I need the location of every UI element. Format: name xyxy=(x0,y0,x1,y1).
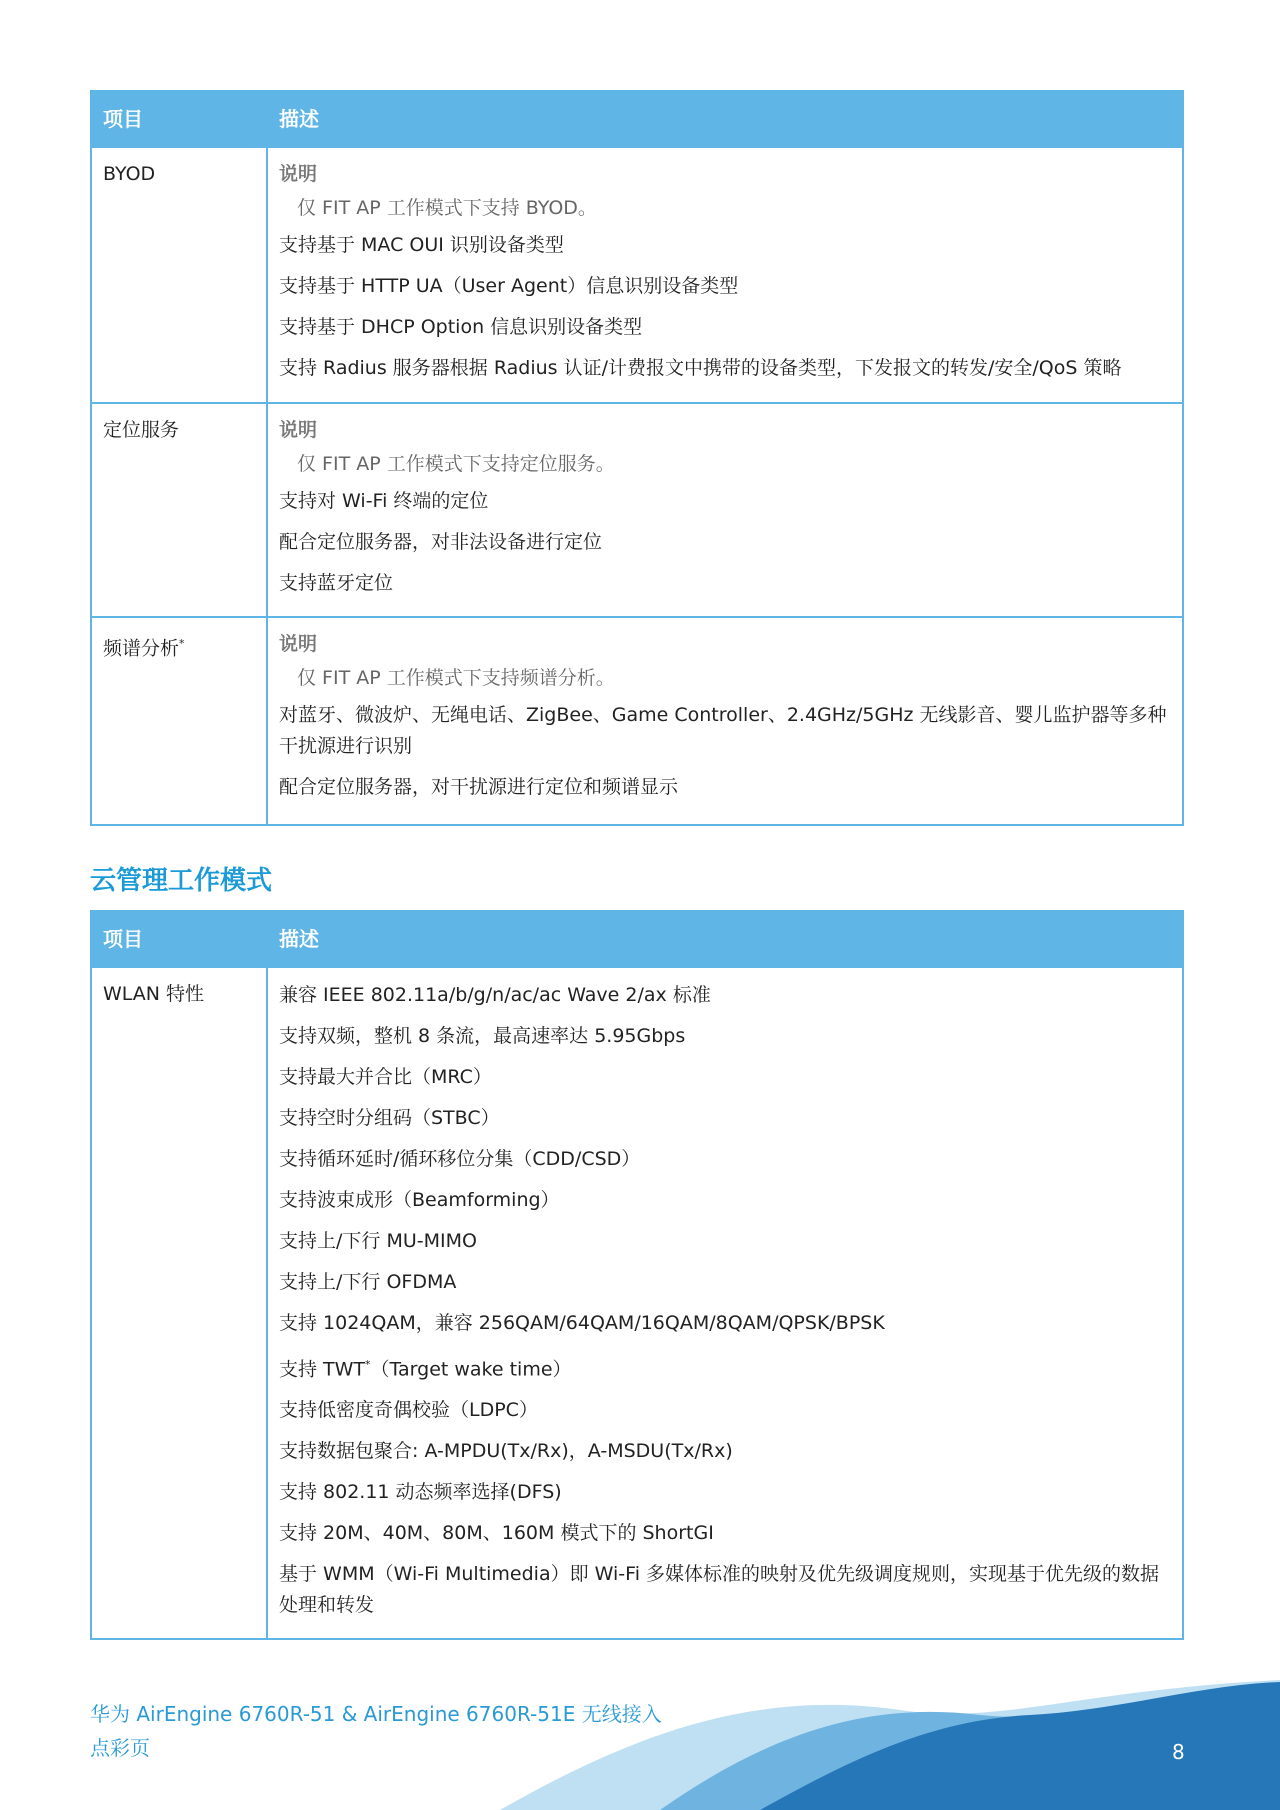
page-number: 8 xyxy=(1172,1740,1185,1764)
list-item: 支持 TWT*（Target wake time） xyxy=(279,1358,572,1381)
footer-product-name: 华为 AirEngine 6760R-51 & AirEngine 6760R-51E 无线接入 点彩页 xyxy=(90,1702,662,1760)
list-item: 支持最大并合比（MRC） xyxy=(279,1066,492,1088)
header-desc: 描述 xyxy=(279,927,319,951)
row-name: WLAN 特性 xyxy=(92,968,268,1638)
footnote-mark: * xyxy=(179,637,185,650)
note-title: 说明 xyxy=(279,163,318,185)
feature-table-1 xyxy=(90,90,1184,826)
list-item: 支持上/下行 OFDMA xyxy=(279,1271,457,1293)
list-item: 支持低密度奇偶校验（LDPC） xyxy=(279,1399,538,1422)
list-item: 支持基于 MAC OUI 识别设备类型 xyxy=(279,234,564,256)
header-item: 项目 xyxy=(92,912,268,966)
list-item: 基于 WMM（Wi-Fi Multimedia）即 Wi-Fi 多媒体标准的映射及优先级调度规则，实现基于优先级的数据处理和转发 xyxy=(279,1563,1160,1617)
note-text: 仅 FIT AP 工作模式下支持定位服务。 xyxy=(297,453,615,475)
table-row-spectrum xyxy=(92,616,1182,824)
list-item: 支持双频，整机 8 条流，最高速率达 5.95Gbps xyxy=(279,1025,686,1047)
list-item: 兼容 IEEE 802.11a/b/g/n/ac/ac Wave 2/ax 标准 xyxy=(279,984,711,1006)
list-item: 支持波束成形（Beamforming） xyxy=(279,1189,560,1211)
table-row-location xyxy=(92,402,1182,616)
table-header xyxy=(92,92,1182,146)
list-item: 配合定位服务器，对非法设备进行定位 xyxy=(279,531,603,553)
list-item: 支持对 Wi-Fi 终端的定位 xyxy=(279,490,489,512)
list-item: 支持基于 DHCP Option 信息识别设备类型 xyxy=(279,316,643,338)
footnote-mark: * xyxy=(365,1358,371,1371)
table-row-byod xyxy=(92,146,1182,402)
list-item: 支持数据包聚合: A-MPDU(Tx/Rx)，A-MSDU(Tx/Rx) xyxy=(279,1440,733,1463)
note-title: 说明 xyxy=(279,633,318,655)
list-item: 支持循环延时/循环移位分集（CDD/CSD） xyxy=(279,1148,641,1170)
note-text: 仅 FIT AP 工作模式下支持 BYOD。 xyxy=(297,197,597,219)
list-item: 支持空时分组码（STBC） xyxy=(279,1107,500,1129)
note-text: 仅 FIT AP 工作模式下支持频谱分析。 xyxy=(297,667,615,689)
list-item: 支持 20M、40M、80M、160M 模式下的 ShortGI xyxy=(279,1522,714,1545)
list-item: 支持 1024QAM，兼容 256QAM/64QAM/16QAM/8QAM/QPSK/BPSK xyxy=(279,1312,885,1334)
list-item: 对蓝牙、微波炉、无绳电话、ZigBee、Game Controller、2.4GHz/5GHz 无线影音、婴儿监护器等多种干扰源进行识别 xyxy=(279,704,1167,757)
list-item: 支持蓝牙定位 xyxy=(279,572,394,594)
feature-table-2 xyxy=(90,910,1184,1640)
section-title: 云管理工作模式 xyxy=(90,866,273,896)
list-item: 支持上/下行 MU-MIMO xyxy=(279,1230,477,1252)
table-row-wlan xyxy=(92,966,1182,1638)
row-name: 定位服务 xyxy=(92,404,268,616)
row-name: 频谱分析* xyxy=(92,618,268,824)
list-item: 配合定位服务器，对干扰源进行定位和频谱显示 xyxy=(279,776,679,798)
row-name: BYOD xyxy=(92,148,268,402)
list-item: 支持基于 HTTP UA（User Agent）信息识别设备类型 xyxy=(279,275,739,297)
header-item: 项目 xyxy=(92,92,268,146)
header-desc: 描述 xyxy=(279,107,319,131)
table-header xyxy=(92,912,1182,966)
note-title: 说明 xyxy=(279,419,318,441)
list-item: 支持 802.11 动态频率选择(DFS) xyxy=(279,1481,562,1504)
list-item: 支持 Radius 服务器根据 Radius 认证/计费报文中携带的设备类型，下发报文的转发/安全/QoS 策略 xyxy=(279,357,1122,379)
